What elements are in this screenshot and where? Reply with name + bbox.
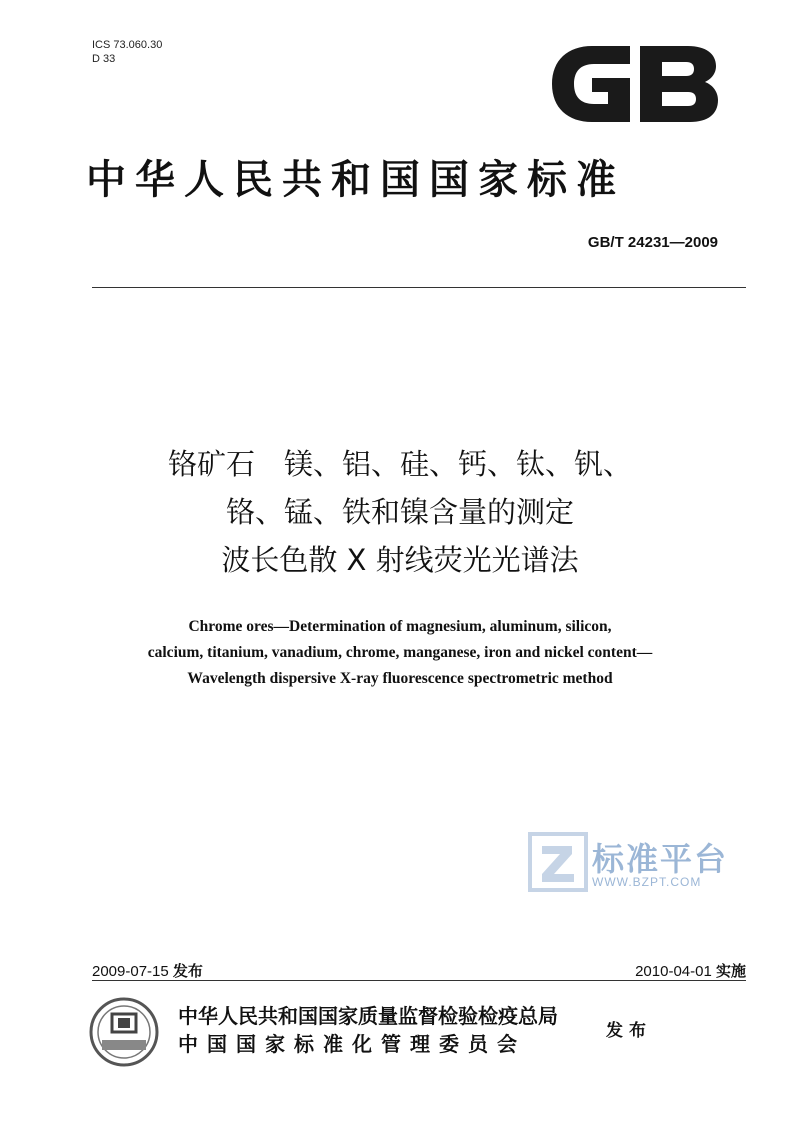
title-cn-line1: 铬矿石 镁、铝、硅、钙、钛、钒、 [167,447,632,481]
title-en-line3: Wavelength dispersive X-ray fluorescence spectrometric method [187,670,613,687]
issue-date-label: 发布 [172,962,203,980]
watermark-url: WWW.BZPT.COM [592,875,702,889]
classification-codes [92,38,162,66]
watermark-text: 标准平台 [592,840,729,878]
gb-logo [548,42,722,126]
issue-date [92,960,203,981]
divider-top [92,287,746,288]
standard-number: GB/T 24231—2009 [587,234,718,251]
effective-date-label: 实施 [715,962,746,980]
issue-date-value: 2009-07-15 [92,963,169,980]
issuing-authorities [178,1002,558,1058]
issue-action: 发布 [606,1021,652,1041]
divider-bottom [92,980,746,981]
title-en-line2: calcium, titanium, vanadium, chrome, manganese, iron and nickel content— [147,644,653,661]
effective-date-value: 2010-04-01 [635,963,712,980]
effective-date [635,960,746,981]
issuer-seal-icon [88,996,160,1068]
ics-code: ICS 73.060.30 [92,39,163,51]
issuer-line1: 中华人民共和国国家质量监督检验检疫总局 [178,1004,558,1028]
ccs-code: D 33 [92,53,116,65]
title-en [60,614,740,692]
title-cn-line2: 铬、锰、铁和镍含量的测定 [225,495,574,529]
title-en-line1: Chrome ores—Determination of magnesium, aluminum, silicon, [188,618,612,635]
standard-category-title: 中华人民共和国国家标准 [86,157,625,203]
issuer-line2: 中国国家标准化管理委员会 [178,1032,526,1056]
title-cn-line3: 波长色散 X 射线荧光光谱法 [221,543,579,577]
